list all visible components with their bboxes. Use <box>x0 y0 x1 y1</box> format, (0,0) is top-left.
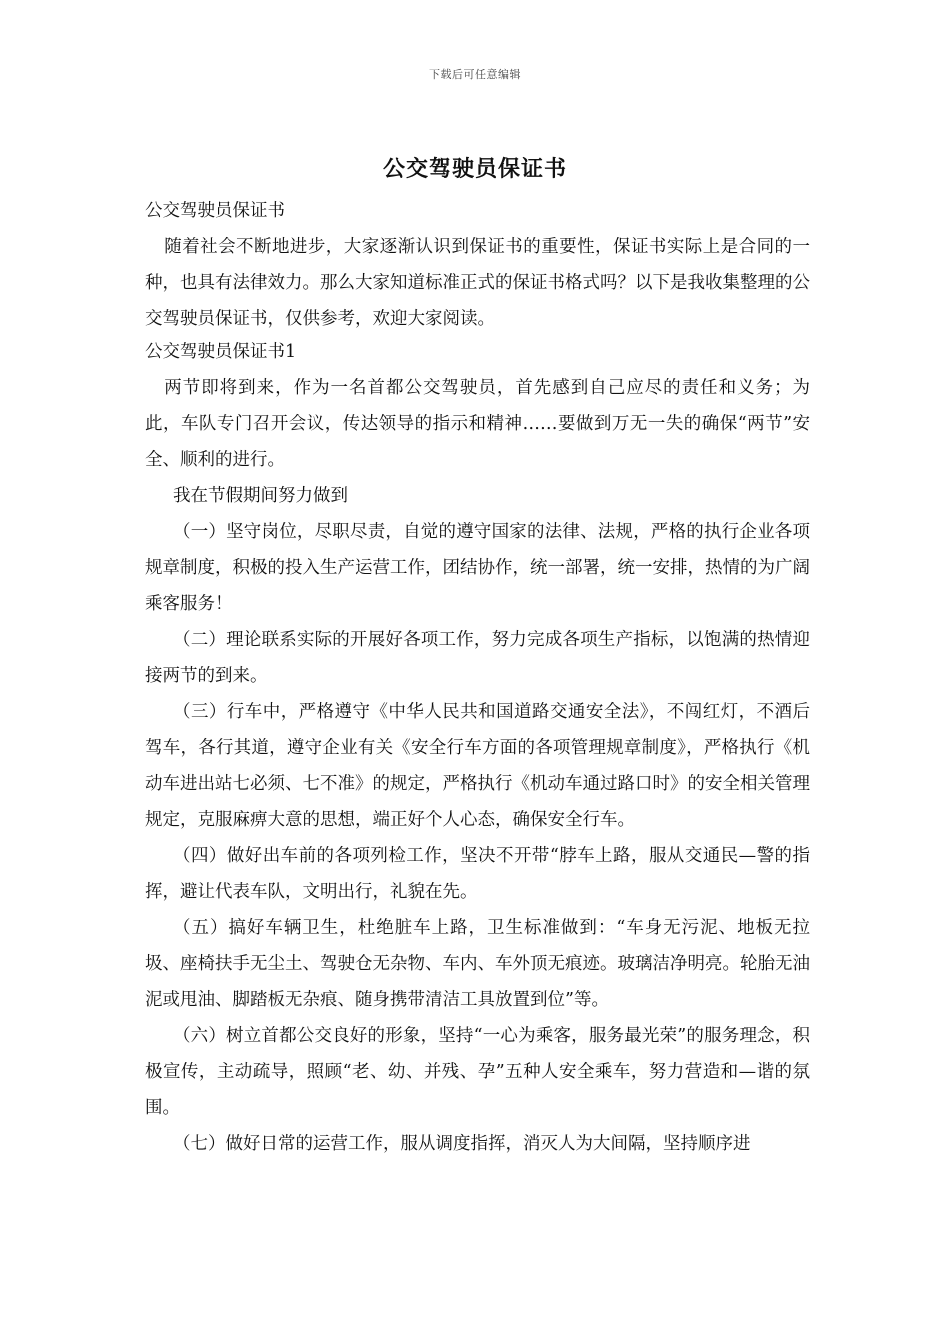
paragraph: （五）搞好车辆卫生，杜绝脏车上路，卫生标准做到：“车身无污泥、地板无拉圾、座椅扶手无尘土、驾驶仓无杂物、车内、车外顶无痕迹。玻璃洁净明亮。轮胎无油泥或甩油、脚踏板无杂痕、随身携带清洁工具放置到位”等。 <box>145 918 810 1010</box>
paragraph: 公交驾驶员保证书 <box>145 201 285 221</box>
paragraph: 随着社会不断地进步，大家逐渐认识到保证书的重要性，保证书实际上是合同的一种，也具有法律效力。那么大家知道标准正式的保证书格式吗？以下是我收集整理的公交驾驶员保证书，仅供参考，欢迎大家阅读。 <box>145 237 810 329</box>
document-body <box>145 196 810 1162</box>
paragraph: （三）行车中，严格遵守《中华人民共和国道路交通安全法》，不闯红灯，不酒后驾车，各行其道，遵守企业有关《安全行车方面的各项管理规章制度》，严格执行《机动车进出站七必须、七不准》的规定，严格执行《机动车通过路口时》的安全相关管理规定，克服麻痹大意的思想，端正好个人心态，确保安全行车。 <box>145 702 810 830</box>
paragraph: 两节即将到来，作为一名首都公交驾驶员，首先感到自己应尽的责任和义务；为此，车队专门召开会议，传达领导的指示和精神……要做到万无一失的确保“两节”安全、顺利的进行。 <box>145 378 810 470</box>
paragraph: 我在节假期间努力做到 <box>173 486 348 506</box>
paragraph: （六）树立首都公交良好的形象，坚持“一心为乘客，服务最光荣”的服务理念，积极宣传，主动疏导，照顾“老、幼、并残、孕”五种人安全乘车，努力营造和—谐的氛围。 <box>145 1026 810 1118</box>
header-note: 下载后可任意编辑 <box>429 68 521 81</box>
paragraph: （二）理论联系实际的开展好各项工作，努力完成各项生产指标，以饱满的热情迎接两节的到来。 <box>145 630 810 686</box>
paragraph: （七）做好日常的运营工作，服从调度指挥，消灭人为大间隔，坚持顺序进 <box>173 1134 751 1154</box>
paragraph: （四）做好出车前的各项列检工作，坚决不开带“脖车上路，服从交通民—警的指挥，避让代表车队，文明出行，礼貌在先。 <box>145 846 810 902</box>
paragraph: 公交驾驶员保证书1 <box>145 342 297 362</box>
paragraph: （一）坚守岗位，尽职尽责，自觉的遵守国家的法律、法规，严格的执行企业各项规章制度，积极的投入生产运营工作，团结协作，统一部署，统一安排，热情的为广阔乘客服务！ <box>145 522 810 614</box>
document-title: 公交驾驶员保证书 <box>382 157 567 182</box>
